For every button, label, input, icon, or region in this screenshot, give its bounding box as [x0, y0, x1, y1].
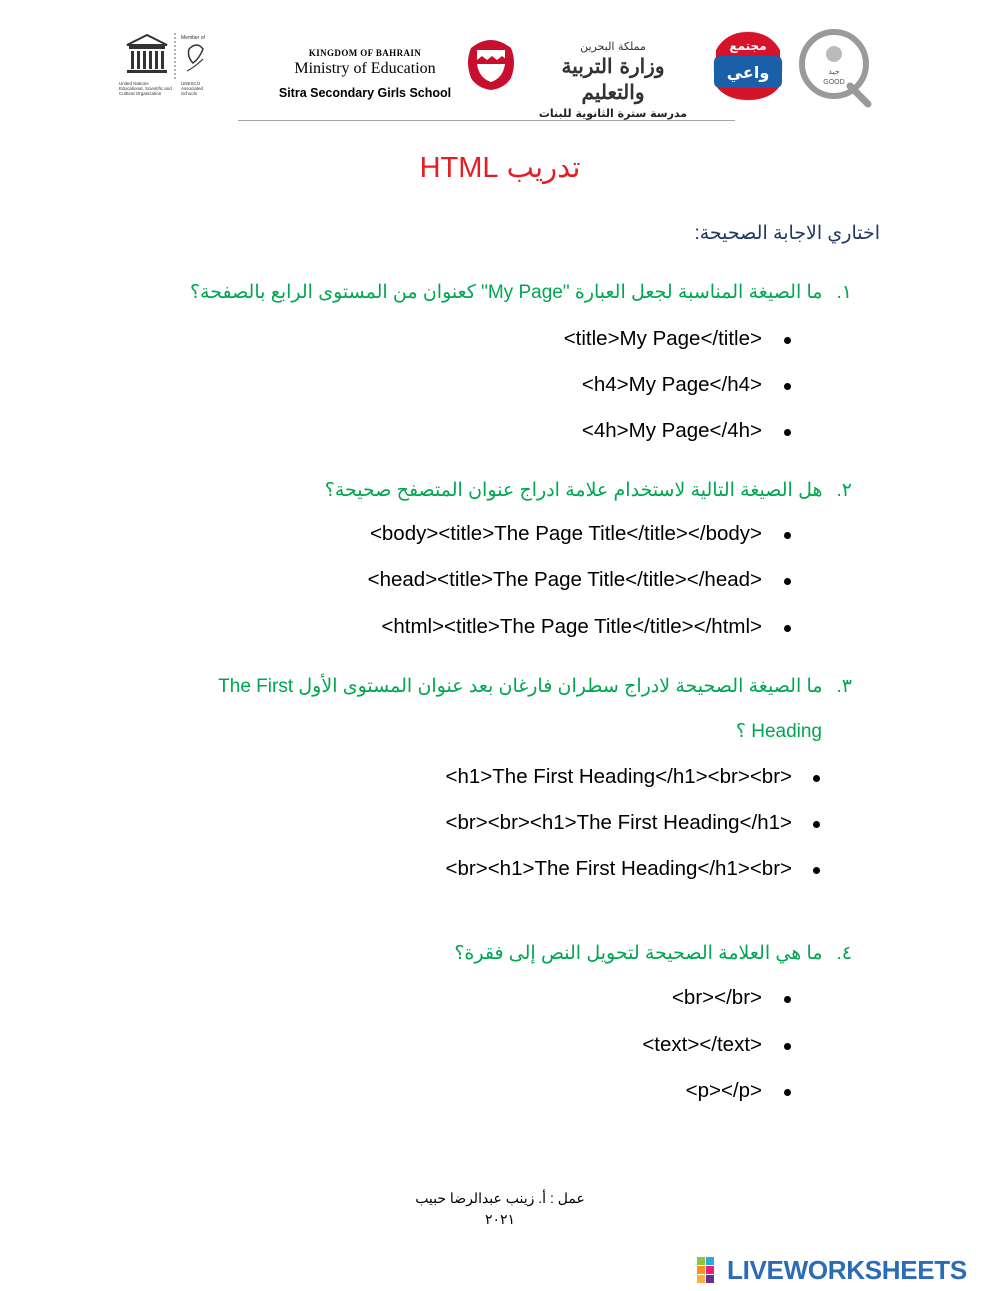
svg-text:واعي: واعي	[726, 63, 770, 82]
page-title: تدريب HTML	[419, 152, 581, 184]
answer-option[interactable]: <title>My Page</title>	[563, 327, 762, 350]
answer-option[interactable]: <h1>The First Heading</h1><br><br>	[445, 765, 792, 788]
question-text: ما الصيغة المناسبة لجعل العبارة "My Page" كعنوان من المستوى الرابع بالصفحة؟	[189, 282, 823, 303]
answer-option[interactable]: <4h>My Page</4h>	[581, 419, 762, 442]
liveworksheets-logo-icon	[697, 1257, 723, 1283]
year-label: ٢٠٢١	[484, 1211, 516, 1227]
instruction-text: اختاري الاجابة الصحيحة:	[694, 223, 880, 244]
question-text: هل الصيغة التالية لاستخدام علامة ادراج عنوان المتصفح صحيحة؟	[324, 480, 823, 501]
bullet-icon	[784, 1089, 791, 1096]
question-number: ٤.	[836, 943, 852, 964]
svg-text:Educational, Scientific and: Educational, Scientific and	[119, 86, 172, 91]
bullet-icon	[813, 821, 820, 828]
answer-option[interactable]: <body><title>The Page Title</title></body>	[369, 522, 762, 545]
answer-option[interactable]: <br><br><h1>The First Heading</h1>	[445, 811, 792, 834]
svg-text:جيد: جيد	[828, 67, 840, 76]
arabic-ministry-logo	[528, 40, 698, 120]
bahrain-crest-icon	[463, 38, 519, 90]
question-2	[325, 479, 852, 502]
question-text: ما الصيغة الصحيحة لادراج سطران فارغان بعد عنوان المستوى الأول The First	[218, 676, 823, 697]
quality-seal-icon	[798, 28, 874, 108]
question-number: ١.	[836, 282, 852, 303]
school-label: Sitra Secondary Girls School	[278, 86, 452, 100]
bullet-icon	[784, 337, 791, 344]
bullet-icon	[813, 775, 820, 782]
answer-option[interactable]: <br><h1>The First Heading</h1><br>	[445, 857, 792, 880]
svg-text:Schools: Schools	[181, 91, 198, 96]
arabic-school-label: مدرسة سترة الثانوية للبنات	[538, 107, 688, 120]
ministry-label: Ministry of Education	[294, 60, 436, 77]
bullet-icon	[784, 1043, 791, 1050]
aware-community-logo	[710, 30, 786, 102]
svg-text:Associated: Associated	[181, 86, 204, 91]
author-credit: عمل : أ. زينب عبدالرضا حبيب	[415, 1190, 585, 1206]
bullet-icon	[784, 625, 791, 632]
liveworksheets-label: LIVEWORKSHEETS	[727, 1255, 967, 1285]
question-text: ما هي العلامة الصحيحة لتحويل النص إلى فقرة؟	[454, 943, 823, 964]
header-divider	[238, 120, 735, 121]
svg-text:Member of: Member of	[181, 35, 205, 41]
ministry-header	[270, 48, 460, 100]
answer-option[interactable]: <html><title>The Page Title</title></html>	[381, 615, 762, 638]
bullet-icon	[813, 867, 820, 874]
svg-text:Cultural Organization: Cultural Organization	[119, 91, 162, 96]
answer-option[interactable]: <head><title>The Page Title</title></head>	[367, 568, 762, 591]
answer-option[interactable]: <p></p>	[685, 1079, 762, 1102]
unesco-logo	[117, 31, 217, 100]
question-3-continued: Heading ؟	[735, 721, 822, 742]
arabic-kingdom-label: مملكة البحرين	[580, 40, 646, 53]
bullet-icon	[784, 532, 791, 539]
question-1	[190, 281, 852, 304]
question-4	[454, 942, 852, 965]
question-3	[218, 675, 852, 698]
question-number: ٣.	[836, 676, 852, 697]
liveworksheets-brand[interactable]	[697, 1255, 997, 1285]
bullet-icon	[784, 996, 791, 1003]
svg-text:United Nations: United Nations	[119, 81, 149, 86]
kingdom-label: KINGDOM OF BAHRAIN	[308, 48, 422, 58]
arabic-ministry-label: وزارة التربية والتعليم	[561, 54, 665, 104]
svg-text:UNESCO: UNESCO	[181, 81, 201, 86]
answer-option[interactable]: <br></br>	[671, 986, 762, 1009]
bullet-icon	[784, 383, 791, 390]
bullet-icon	[784, 578, 791, 585]
svg-text:GOOD: GOOD	[823, 79, 845, 86]
question-number: ٢.	[836, 480, 852, 501]
bullet-icon	[784, 429, 791, 436]
svg-text:مجتمع: مجتمع	[729, 39, 767, 53]
answer-option[interactable]: <text></text>	[642, 1033, 762, 1056]
answer-option[interactable]: <h4>My Page</h4>	[581, 373, 762, 396]
